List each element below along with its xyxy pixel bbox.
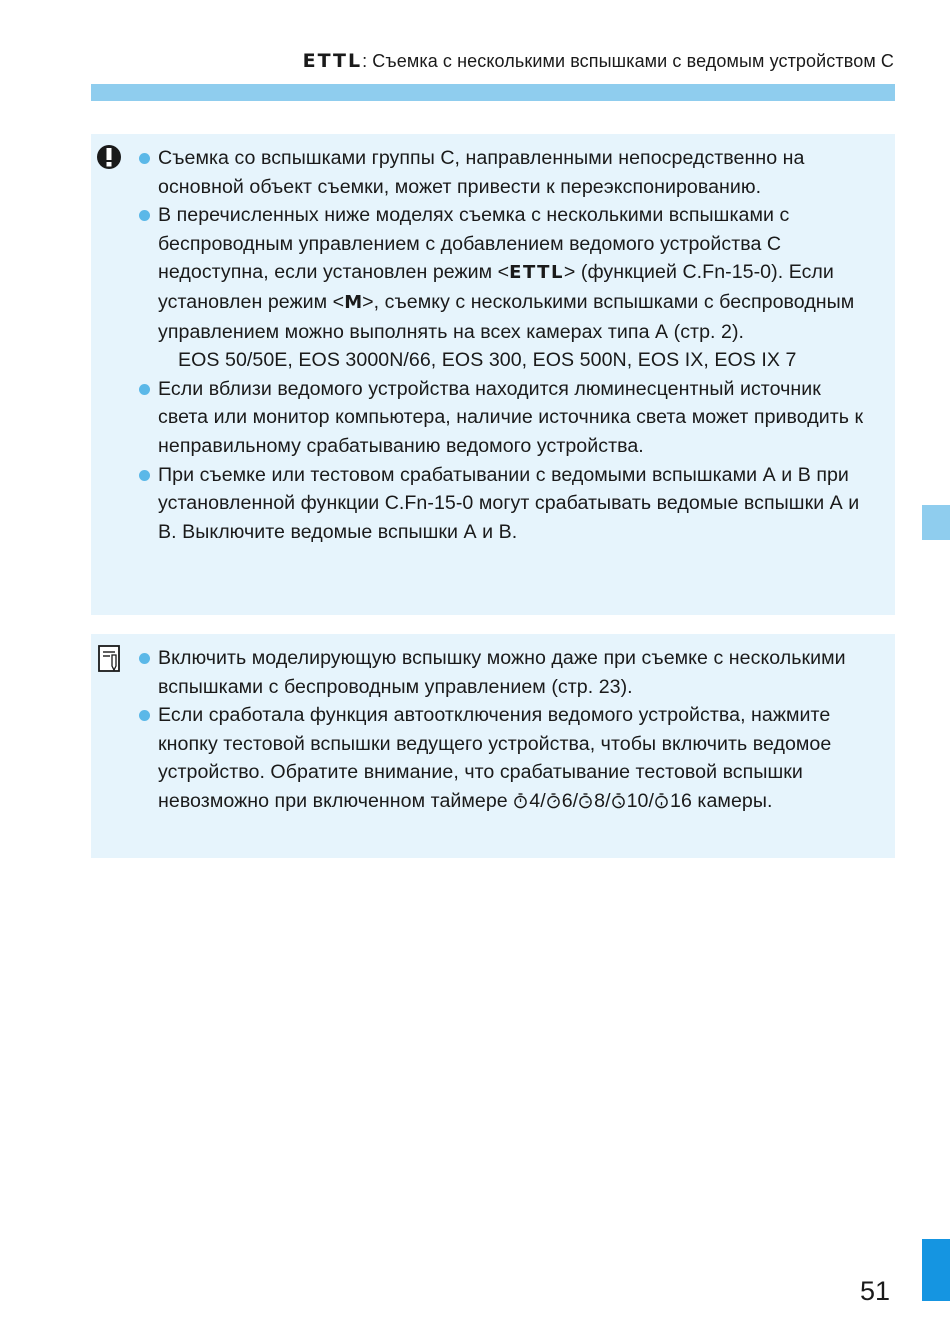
timer-value: 8 bbox=[594, 789, 606, 812]
bullet-dot-icon bbox=[139, 384, 150, 395]
manual-mode-glyph: M bbox=[344, 291, 363, 313]
chapter-side-tab bbox=[922, 505, 950, 540]
bullet-dot-icon bbox=[139, 153, 150, 164]
list-item bbox=[139, 144, 875, 201]
caution-text-3: Если вблизи ведомого устройства находится люминесцентный источник света или монитор компьютера, наличие источника света может приводить к неправильному срабатыванию ведомого устройства. bbox=[158, 377, 864, 457]
caution-text-4: При съемке или тестовом срабатывании с ведомыми вспышками А и В при установленной функции C.Fn-15-0 могут срабатывать ведомые вспышки А и В. Выключите ведомые вспышки А и В. bbox=[158, 463, 860, 543]
caution-text-1: Съемка со вспышками группы С, направленными непосредственно на основной объект съемки, может привести к переэкспонированию. bbox=[158, 147, 805, 198]
self-timer-icon bbox=[611, 792, 626, 809]
timer-separator: / bbox=[540, 789, 546, 812]
caution-panel bbox=[91, 134, 895, 615]
list-item bbox=[139, 461, 875, 547]
note-text-1: Включить моделирующую вспышку можно даже при съемке с несколькими вспышками с беспроводным управлением (стр. 23). bbox=[158, 647, 846, 698]
list-item bbox=[139, 201, 875, 375]
list-item bbox=[139, 644, 875, 701]
timer-value: 6 bbox=[561, 789, 573, 812]
bullet-dot-icon bbox=[139, 470, 150, 481]
caution-text-2b: > (функцией C.Fn-15-0). Если установлен режим < bbox=[158, 261, 834, 313]
header-accent-bar bbox=[91, 84, 895, 101]
self-timer-icon bbox=[578, 792, 593, 809]
self-timer-icon bbox=[546, 792, 561, 809]
bullet-dot-icon bbox=[139, 710, 150, 721]
note-panel bbox=[91, 634, 895, 858]
list-item bbox=[139, 375, 875, 461]
timer-separator: / bbox=[572, 789, 579, 812]
timer-separator: / bbox=[605, 789, 611, 812]
caution-text-2c: >, съемку с несколькими вспышками с беспроводным управлением можно выполнять на всех камерах типа А (стр. 2). bbox=[158, 290, 855, 343]
header-title-text: : Съемка с несколькими вспышками с ведомым устройством С bbox=[362, 51, 894, 71]
self-timer-group bbox=[513, 787, 692, 816]
note-list bbox=[139, 644, 875, 816]
bullet-dot-icon bbox=[139, 210, 150, 221]
note-text-2-suffix: камеры. bbox=[697, 789, 773, 812]
bullet-dot-icon bbox=[139, 653, 150, 664]
caution-icon bbox=[94, 142, 124, 177]
note-pencil-icon bbox=[94, 642, 124, 679]
list-item bbox=[139, 701, 875, 815]
self-timer-icon bbox=[654, 792, 669, 809]
timer-value: 16 bbox=[670, 789, 692, 812]
page-side-tab bbox=[922, 1239, 950, 1301]
ettl-mode-glyph: ETTL bbox=[509, 262, 564, 284]
caution-list bbox=[139, 144, 875, 546]
page-number: 51 bbox=[860, 1276, 891, 1306]
caution-text-2a: В перечисленных ниже моделях съемка с несколькими вспышками с беспроводным управлением с добавлением ведомого устройства С недоступна, если установлен режим < bbox=[158, 204, 790, 284]
self-timer-icon bbox=[513, 792, 528, 809]
timer-separator: / bbox=[648, 789, 655, 812]
page-header-title bbox=[303, 50, 894, 72]
note-text-2: Если сработала функция автоотключения ведомого устройства, нажмите кнопку тестовой вспышки ведущего устройства, чтобы включить ведомое устройство. Обратите внимание, что срабатывание тестовой вспышки невозможно при включенном таймере bbox=[158, 704, 832, 812]
timer-value: 10 bbox=[626, 789, 649, 812]
camera-models-list: EOS 50/50E, EOS 3000N/66, EOS 300, EOS 500N, EOS IX, EOS IX 7 bbox=[178, 349, 797, 372]
timer-value: 4 bbox=[529, 789, 541, 812]
ettl-mode-label: ETTL bbox=[302, 50, 363, 72]
